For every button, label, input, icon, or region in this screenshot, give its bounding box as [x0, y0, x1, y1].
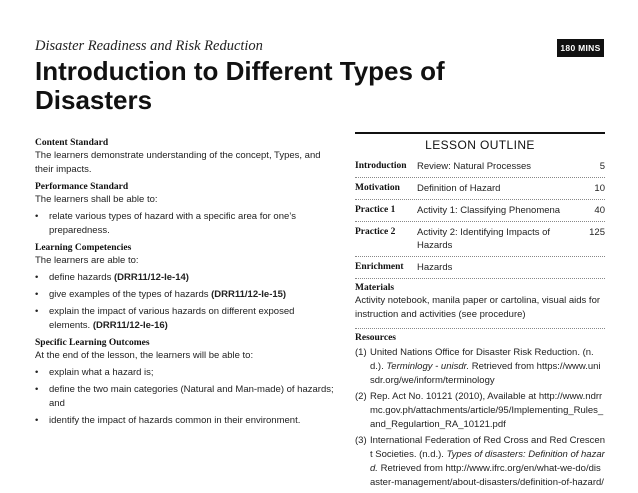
lesson-title-line-2: Disasters — [35, 85, 153, 115]
resource-item: (1) United Nations Office for Disaster Risk Reduction. (n.d.). Terminlogy - unisdr. Retrieved from https://www.unisdr.org/we/inform/terminology — [355, 347, 601, 386]
bullet-icon: • — [35, 367, 39, 378]
performance-standard-intro: The learners shall be able to: — [35, 194, 158, 205]
outline-row-label: Introduction — [355, 161, 407, 171]
bullet-icon: • — [35, 306, 39, 317]
specific-outcomes-heading: Specific Learning Outcomes — [35, 338, 150, 348]
competency-code: (DRR11/12-Ie-15) — [211, 289, 287, 300]
list-item: • identify the impact of hazards common in their environment. — [35, 415, 301, 426]
list-item: • explain the impact of various hazards on different exposed elements. (DRR11/12-Ie-16) — [35, 306, 295, 331]
outline-row-text: Activity 1: Classifying Phenomena — [417, 205, 561, 216]
outline-row-text: Hazards — [417, 262, 453, 273]
outline-row-label: Practice 1 — [355, 205, 396, 215]
outline-row-text: Definition of Hazard — [417, 183, 501, 194]
outline-row-minutes: 40 — [594, 205, 605, 216]
specific-outcomes-intro: At the end of the lesson, the learners will be able to: — [35, 350, 254, 361]
standards-column — [35, 138, 335, 428]
materials-text: Activity notebook, manila paper or cartolina, visual aids for instruction and activities (see procedure) — [355, 295, 601, 320]
outline-row-label: Enrichment — [355, 262, 404, 272]
bullet-icon: • — [35, 415, 39, 426]
bullet-icon: • — [35, 211, 39, 222]
list-item: • relate various types of hazard with a specific area for one’s preparedness. — [35, 211, 296, 236]
outline-row-minutes: 125 — [589, 227, 605, 238]
bullet-icon: • — [35, 384, 39, 395]
outline-row-text: Review: Natural Processes — [417, 161, 532, 172]
performance-standard-heading: Performance Standard — [35, 182, 129, 192]
duration-badge: 180 MINS — [557, 39, 604, 57]
list-item: • define the two main categories (Natural and Man-made) of hazards; and — [35, 384, 334, 409]
subject-title: Disaster Readiness and Risk Reduction — [35, 38, 263, 54]
outline-row-label: Practice 2 — [355, 227, 396, 237]
outline-row — [355, 178, 605, 200]
resources-section — [355, 329, 605, 490]
competency-code: (DRR11/12-Ie-16) — [92, 320, 168, 331]
lesson-title-line-1: Introduction to Different Types of — [35, 56, 445, 86]
content-standard-heading: Content Standard — [35, 138, 109, 148]
bullet-icon: • — [35, 272, 39, 283]
learning-competencies-heading: Learning Competencies — [35, 243, 132, 253]
outline-row — [355, 200, 605, 222]
resource-item: (2) Rep. Act No. 10121 (2010), Available at http://www.ndrrmc.gov.ph/attachments/article/95/Implementing_Rules_and_Regulartion_RA_10121.pdf — [355, 391, 604, 430]
list-item: • give examples of the types of hazards (DRR11/12-Ie-15) — [35, 289, 287, 300]
materials-section — [355, 279, 605, 329]
lesson-title — [35, 57, 485, 115]
lesson-outline-heading: LESSON OUTLINE — [355, 132, 605, 156]
outline-row — [355, 257, 605, 279]
materials-heading: Materials — [355, 283, 395, 293]
list-item: • define hazards (DRR11/12-Ie-14) — [35, 272, 189, 283]
competency-code: (DRR11/12-Ie-14) — [113, 272, 189, 283]
learning-competencies-intro: The learners are able to: — [35, 255, 139, 266]
outline-row-label: Motivation — [355, 183, 400, 193]
resource-item: (3) International Federation of Red Cross and Red Crescent Societies. (n.d.). Types of disasters: Definition of hazard. Retrieved from http://www.ifrc.org/en/what-we-do/disaster-management/about-disasters/definition-of-hazard/ — [355, 435, 605, 488]
list-item: • explain what a hazard is; — [35, 367, 154, 378]
lesson-outline — [355, 132, 605, 490]
outline-row-minutes: 5 — [599, 161, 605, 172]
bullet-icon: • — [35, 289, 39, 300]
resources-heading: Resources — [355, 333, 396, 343]
outline-row — [355, 156, 605, 178]
outline-row — [355, 222, 605, 257]
content-standard-text: The learners demonstrate understanding of the concept, Types, and their impacts. — [35, 150, 321, 175]
outline-row-text: Activity 2: Identifying Impacts of Hazards — [417, 227, 551, 251]
outline-row-minutes: 10 — [594, 183, 605, 194]
